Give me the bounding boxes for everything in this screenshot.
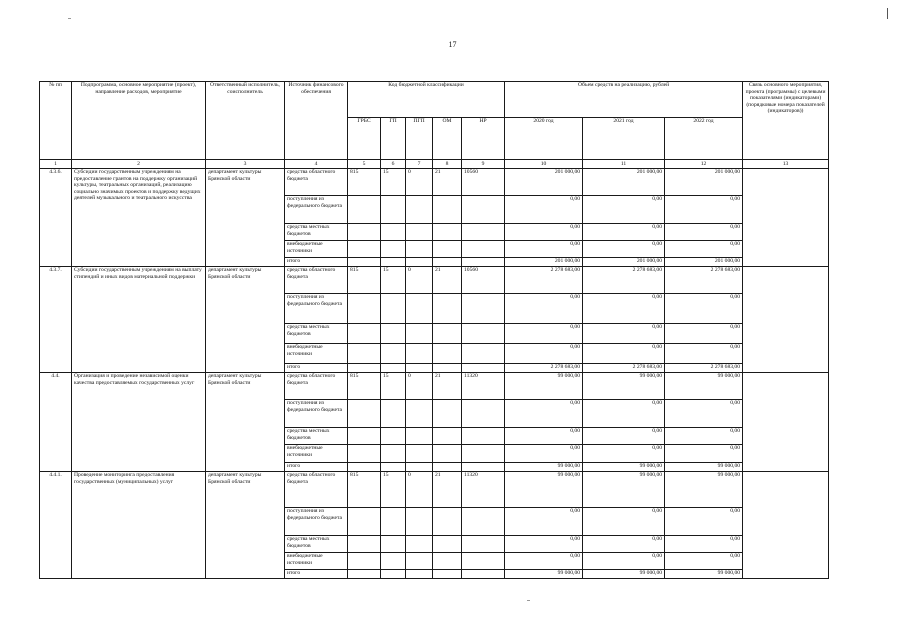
source-extrabudgetary: внебюджетные источники xyxy=(285,553,348,570)
code-om xyxy=(433,241,462,258)
column-number: 10 xyxy=(505,160,583,169)
code-gp xyxy=(381,508,406,536)
source-federal: поступления из федерального бюджета xyxy=(285,508,348,536)
code-pgp xyxy=(406,224,433,241)
source-regional: средства областного бюджета xyxy=(285,267,348,294)
code-gp: 15 xyxy=(381,169,406,196)
header-pgp: ПГП xyxy=(406,118,433,160)
code-nr: 10560 xyxy=(462,267,505,294)
amount-2021: 0,00 xyxy=(583,445,665,463)
code-grbs xyxy=(348,570,381,579)
source-local: средства местных бюджетов xyxy=(285,428,348,445)
code-pgp xyxy=(406,294,433,324)
code-grbs xyxy=(348,224,381,241)
code-nr xyxy=(462,445,505,463)
code-pgp xyxy=(406,428,433,445)
code-gp xyxy=(381,364,406,373)
item-number: 4.3.7. xyxy=(40,267,72,373)
budget-table xyxy=(39,81,829,579)
table-row xyxy=(40,169,829,196)
code-grbs: 815 xyxy=(348,267,381,294)
code-nr xyxy=(462,536,505,553)
code-nr xyxy=(462,241,505,258)
header-2021: 2021 год xyxy=(583,118,665,160)
code-nr xyxy=(462,196,505,224)
amount-2022: 201 000,00 xyxy=(665,169,743,196)
code-om xyxy=(433,536,462,553)
code-om xyxy=(433,445,462,463)
code-nr xyxy=(462,224,505,241)
source-federal: поступления из федерального бюджета xyxy=(285,400,348,428)
code-pgp xyxy=(406,508,433,536)
header-grbs: ГРБС xyxy=(348,118,381,160)
code-gp xyxy=(381,224,406,241)
item-executor: департамент культуры Брянской области xyxy=(206,472,285,579)
code-pgp xyxy=(406,445,433,463)
code-gp xyxy=(381,196,406,224)
source-federal: поступления из федерального бюджета xyxy=(285,294,348,324)
amount-2022: 0,00 xyxy=(665,344,743,364)
header-2022: 2022 год xyxy=(665,118,743,160)
code-gp xyxy=(381,324,406,344)
code-grbs xyxy=(348,553,381,570)
amount-2020: 0,00 xyxy=(505,536,583,553)
code-gp xyxy=(381,536,406,553)
column-number: 4 xyxy=(285,160,348,169)
code-nr xyxy=(462,428,505,445)
column-number: 5 xyxy=(348,160,381,169)
item-name: Организация и проведение независимой оценки качества предоставляемых государственных услуг xyxy=(72,373,206,472)
amount-2020: 99 000,00 xyxy=(505,472,583,508)
code-gp xyxy=(381,344,406,364)
code-gp xyxy=(381,463,406,472)
code-gp: 15 xyxy=(381,267,406,294)
amount-2022: 0,00 xyxy=(665,400,743,428)
amount-2020: 0,00 xyxy=(505,224,583,241)
code-pgp xyxy=(406,570,433,579)
code-om xyxy=(433,294,462,324)
header-name: Подпрограмма, основное мероприятие (проект), направление расходов, мероприятие xyxy=(72,82,206,160)
amount-2021: 0,00 xyxy=(583,196,665,224)
code-om xyxy=(433,508,462,536)
item-executor: департамент культуры Брянской области xyxy=(206,267,285,373)
code-gp xyxy=(381,428,406,445)
total-2021: 99 000,00 xyxy=(583,463,665,472)
amount-2021: 2 278 683,00 xyxy=(583,267,665,294)
amount-2022: 2 278 683,00 xyxy=(665,267,743,294)
code-pgp xyxy=(406,324,433,344)
amount-2020: 201 000,00 xyxy=(505,169,583,196)
code-nr: 11320 xyxy=(462,472,505,508)
code-pgp xyxy=(406,463,433,472)
source-local: средства местных бюджетов xyxy=(285,536,348,553)
column-number: 2 xyxy=(72,160,206,169)
code-grbs xyxy=(348,364,381,373)
code-om xyxy=(433,553,462,570)
amount-2020: 0,00 xyxy=(505,324,583,344)
code-pgp xyxy=(406,258,433,267)
code-gp xyxy=(381,258,406,267)
code-pgp xyxy=(406,196,433,224)
item-number: 4.4. xyxy=(40,373,72,472)
code-nr xyxy=(462,364,505,373)
indicator-link xyxy=(743,267,829,373)
total-2020: 99 000,00 xyxy=(505,570,583,579)
code-nr xyxy=(462,463,505,472)
scan-dot xyxy=(527,600,530,601)
amount-2020: 0,00 xyxy=(505,196,583,224)
total-2020: 99 000,00 xyxy=(505,463,583,472)
code-gp xyxy=(381,570,406,579)
code-om: 21 xyxy=(433,169,462,196)
total-2021: 201 000,00 xyxy=(583,258,665,267)
code-om: 21 xyxy=(433,373,462,400)
source-total: итого xyxy=(285,463,348,472)
amount-2020: 0,00 xyxy=(505,400,583,428)
item-name: Субсидии государственным учреждениям на выплату стипендий и иных видов материальной поддержки xyxy=(72,267,206,373)
amount-2022: 0,00 xyxy=(665,553,743,570)
code-grbs xyxy=(348,196,381,224)
column-number: 7 xyxy=(406,160,433,169)
amount-2021: 99 000,00 xyxy=(583,472,665,508)
source-total: итого xyxy=(285,570,348,579)
amount-2022: 0,00 xyxy=(665,196,743,224)
code-pgp: 0 xyxy=(406,267,433,294)
amount-2022: 0,00 xyxy=(665,536,743,553)
column-number: 1 xyxy=(40,160,72,169)
amount-2020: 0,00 xyxy=(505,553,583,570)
amount-2021: 0,00 xyxy=(583,428,665,445)
amount-2021: 99 000,00 xyxy=(583,373,665,400)
amount-2022: 99 000,00 xyxy=(665,472,743,508)
amount-2021: 0,00 xyxy=(583,241,665,258)
total-2022: 99 000,00 xyxy=(665,463,743,472)
total-2022: 201 000,00 xyxy=(665,258,743,267)
source-federal: поступления из федерального бюджета xyxy=(285,196,348,224)
code-grbs xyxy=(348,445,381,463)
code-om xyxy=(433,324,462,344)
code-om xyxy=(433,364,462,373)
total-2022: 99 000,00 xyxy=(665,570,743,579)
header-executor: Ответственный исполнитель, соисполнитель xyxy=(206,82,285,160)
amount-2022: 0,00 xyxy=(665,324,743,344)
amount-2021: 0,00 xyxy=(583,344,665,364)
amount-2020: 0,00 xyxy=(505,241,583,258)
item-number: 4.3.6. xyxy=(40,169,72,267)
total-2020: 2 278 683,00 xyxy=(505,364,583,373)
code-gp xyxy=(381,294,406,324)
amount-2020: 0,00 xyxy=(505,344,583,364)
amount-2021: 0,00 xyxy=(583,224,665,241)
code-grbs xyxy=(348,258,381,267)
code-grbs xyxy=(348,508,381,536)
header-num: № пп xyxy=(40,82,72,160)
total-2021: 2 278 683,00 xyxy=(583,364,665,373)
header-2020: 2020 год xyxy=(505,118,583,160)
code-nr xyxy=(462,553,505,570)
code-pgp xyxy=(406,364,433,373)
header-om: ОМ xyxy=(433,118,462,160)
code-om: 21 xyxy=(433,267,462,294)
code-grbs xyxy=(348,428,381,445)
header-indicator-link: Связь основного мероприятия, проекта (программы) с целевыми показателями (индикаторами) (порядковые номера показателей (индикаторов)) xyxy=(743,82,829,160)
source-extrabudgetary: внебюджетные источники xyxy=(285,445,348,463)
indicator-link xyxy=(743,472,829,579)
amount-2021: 0,00 xyxy=(583,536,665,553)
code-grbs: 815 xyxy=(348,472,381,508)
code-grbs xyxy=(348,324,381,344)
code-pgp xyxy=(406,553,433,570)
code-nr: 11320 xyxy=(462,373,505,400)
indicator-link xyxy=(743,169,829,267)
header-gp: ГП xyxy=(381,118,406,160)
amount-2022: 0,00 xyxy=(665,241,743,258)
code-nr xyxy=(462,570,505,579)
total-2021: 99 000,00 xyxy=(583,570,665,579)
code-gp: 15 xyxy=(381,472,406,508)
code-pgp: 0 xyxy=(406,472,433,508)
indicator-link xyxy=(743,373,829,472)
source-local: средства местных бюджетов xyxy=(285,324,348,344)
code-grbs xyxy=(348,400,381,428)
code-nr xyxy=(462,324,505,344)
code-nr xyxy=(462,258,505,267)
code-nr xyxy=(462,344,505,364)
code-pgp xyxy=(406,400,433,428)
column-number: 6 xyxy=(381,160,406,169)
total-2022: 2 278 683,00 xyxy=(665,364,743,373)
column-number-row xyxy=(40,160,829,169)
code-grbs xyxy=(348,294,381,324)
code-pgp: 0 xyxy=(406,169,433,196)
column-number: 11 xyxy=(583,160,665,169)
code-gp xyxy=(381,400,406,428)
header-nr: НР xyxy=(462,118,505,160)
code-om xyxy=(433,463,462,472)
code-om xyxy=(433,428,462,445)
code-pgp: 0 xyxy=(406,373,433,400)
edge-mark xyxy=(887,8,888,19)
code-grbs xyxy=(348,536,381,553)
code-pgp xyxy=(406,344,433,364)
amount-2021: 201 000,00 xyxy=(583,169,665,196)
amount-2021: 0,00 xyxy=(583,553,665,570)
code-pgp xyxy=(406,536,433,553)
code-om xyxy=(433,258,462,267)
scan-dot xyxy=(68,18,71,19)
table-row xyxy=(40,373,829,400)
code-grbs xyxy=(348,344,381,364)
header-row xyxy=(40,82,829,118)
column-number: 13 xyxy=(743,160,829,169)
code-nr xyxy=(462,294,505,324)
code-grbs: 815 xyxy=(348,169,381,196)
column-number: 3 xyxy=(206,160,285,169)
amount-2022: 0,00 xyxy=(665,224,743,241)
amount-2020: 0,00 xyxy=(505,508,583,536)
column-number: 8 xyxy=(433,160,462,169)
code-om xyxy=(433,196,462,224)
item-executor: департамент культуры Брянской области xyxy=(206,373,285,472)
item-executor: департамент культуры Брянской области xyxy=(206,169,285,267)
amount-2021: 0,00 xyxy=(583,324,665,344)
header-source: Источник финансового обеспечения xyxy=(285,82,348,160)
amount-2020: 0,00 xyxy=(505,294,583,324)
source-total: итого xyxy=(285,258,348,267)
source-regional: средства областного бюджета xyxy=(285,472,348,508)
amount-2022: 0,00 xyxy=(665,508,743,536)
code-gp xyxy=(381,445,406,463)
code-om xyxy=(433,224,462,241)
code-grbs xyxy=(348,463,381,472)
item-name: Проведение мониторинга предоставления государственных (муниципальных) услуг xyxy=(72,472,206,579)
source-local: средства местных бюджетов xyxy=(285,224,348,241)
header-volume: Объем средств на реализацию, рублей xyxy=(505,82,743,118)
amount-2020: 2 278 683,00 xyxy=(505,267,583,294)
code-gp xyxy=(381,241,406,258)
source-regional: средства областного бюджета xyxy=(285,169,348,196)
code-nr xyxy=(462,400,505,428)
code-gp: 15 xyxy=(381,373,406,400)
amount-2020: 0,00 xyxy=(505,428,583,445)
code-om xyxy=(433,400,462,428)
code-nr: 10560 xyxy=(462,169,505,196)
page-number: 17 xyxy=(448,40,457,49)
amount-2021: 0,00 xyxy=(583,400,665,428)
source-total: итого xyxy=(285,364,348,373)
amount-2020: 99 000,00 xyxy=(505,373,583,400)
amount-2022: 0,00 xyxy=(665,428,743,445)
total-2020: 201 000,00 xyxy=(505,258,583,267)
item-number: 4.4.1. xyxy=(40,472,72,579)
source-regional: средства областного бюджета xyxy=(285,373,348,400)
amount-2022: 0,00 xyxy=(665,294,743,324)
code-gp xyxy=(381,553,406,570)
header-budget-code: Код бюджетной классификации xyxy=(348,82,505,118)
source-extrabudgetary: внебюджетные источники xyxy=(285,241,348,258)
column-number: 9 xyxy=(462,160,505,169)
table-row xyxy=(40,267,829,294)
source-extrabudgetary: внебюджетные источники xyxy=(285,344,348,364)
column-number: 12 xyxy=(665,160,743,169)
code-grbs: 815 xyxy=(348,373,381,400)
code-om xyxy=(433,344,462,364)
amount-2021: 0,00 xyxy=(583,294,665,324)
code-grbs xyxy=(348,241,381,258)
amount-2021: 0,00 xyxy=(583,508,665,536)
amount-2020: 0,00 xyxy=(505,445,583,463)
code-pgp xyxy=(406,241,433,258)
code-om: 21 xyxy=(433,472,462,508)
amount-2022: 99 000,00 xyxy=(665,373,743,400)
item-name: Субсидии государственным учреждениям на предоставление грантов на поддержку организаций культуры, театральных организаций, реализацию социально значимых проектов и поддержку ведущих деятелей музыкального и театрального искусства xyxy=(72,169,206,267)
table-row xyxy=(40,472,829,508)
amount-2022: 0,00 xyxy=(665,445,743,463)
code-om xyxy=(433,570,462,579)
code-nr xyxy=(462,508,505,536)
